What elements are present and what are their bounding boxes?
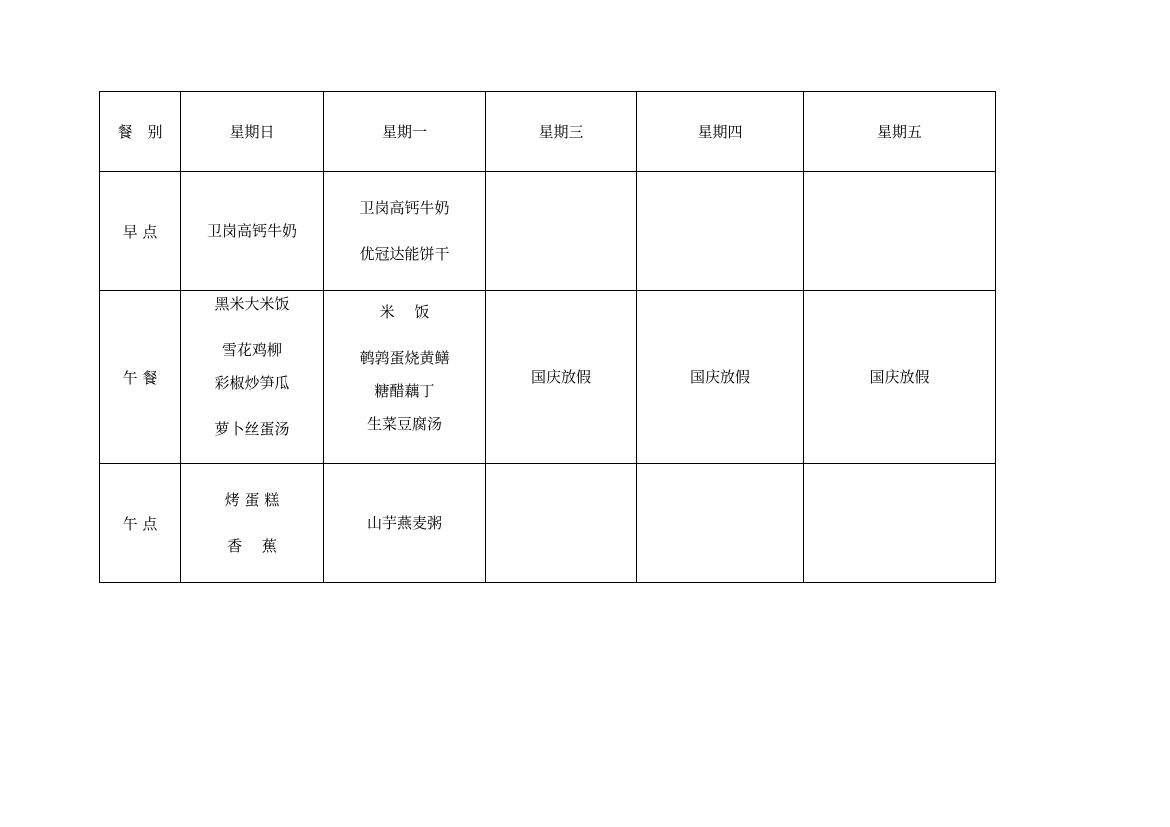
menu-cell: [637, 464, 804, 583]
menu-cell: [637, 291, 804, 464]
holiday-note: 国庆放假: [869, 368, 930, 386]
menu-cell: [486, 291, 637, 464]
menu-cell: [324, 291, 486, 464]
meal-label: 午 餐: [100, 291, 181, 464]
menu-item: 优冠达能饼干: [359, 245, 450, 263]
menu-cell: [486, 464, 637, 583]
header-day: 星期日: [181, 92, 324, 172]
weekly-menu-table: [99, 91, 996, 583]
menu-item: 卫岗高钙牛奶: [206, 222, 297, 240]
menu-item: 糖醋藕丁: [374, 382, 435, 400]
header-day: 星期三: [486, 92, 637, 172]
menu-item: 彩椒炒笋瓜: [214, 374, 290, 392]
header-meal-label: 餐 别: [100, 92, 181, 172]
menu-cell: [486, 172, 637, 291]
menu-cell: [804, 464, 996, 583]
menu-item: 萝卜丝蛋汤: [214, 420, 290, 438]
holiday-note: 国庆放假: [689, 368, 750, 386]
menu-cell: [324, 172, 486, 291]
menu-item: 山芋燕麦粥: [366, 514, 442, 532]
table-row-lunch: [100, 291, 996, 464]
menu-item: 雪花鸡柳: [221, 341, 282, 359]
menu-cell: [181, 291, 324, 464]
table-row-afternoon-snack: [100, 464, 996, 583]
meal-label: 早 点: [100, 172, 181, 291]
menu-item: 米 饭: [379, 303, 430, 321]
menu-item: 香 蕉: [227, 537, 277, 555]
holiday-note: 国庆放假: [530, 368, 591, 386]
menu-item: 卫岗高钙牛奶: [359, 199, 450, 217]
table-row-breakfast: [100, 172, 996, 291]
menu-item: 黑米大米饭: [214, 295, 290, 313]
header-day: 星期五: [804, 92, 996, 172]
menu-item: 烤 蛋 糕: [224, 491, 280, 509]
table-header-row: [100, 92, 996, 172]
menu-cell: [804, 291, 996, 464]
menu-cell: [181, 464, 324, 583]
menu-cell: [637, 172, 804, 291]
header-day: 星期四: [637, 92, 804, 172]
menu-item: 生菜豆腐汤: [366, 415, 442, 433]
menu-item: 鹌鹑蛋烧黄鳝: [359, 349, 450, 367]
header-day: 星期一: [324, 92, 486, 172]
menu-cell: [324, 464, 486, 583]
menu-cell: [181, 172, 324, 291]
menu-cell: [804, 172, 996, 291]
meal-label: 午 点: [100, 464, 181, 583]
